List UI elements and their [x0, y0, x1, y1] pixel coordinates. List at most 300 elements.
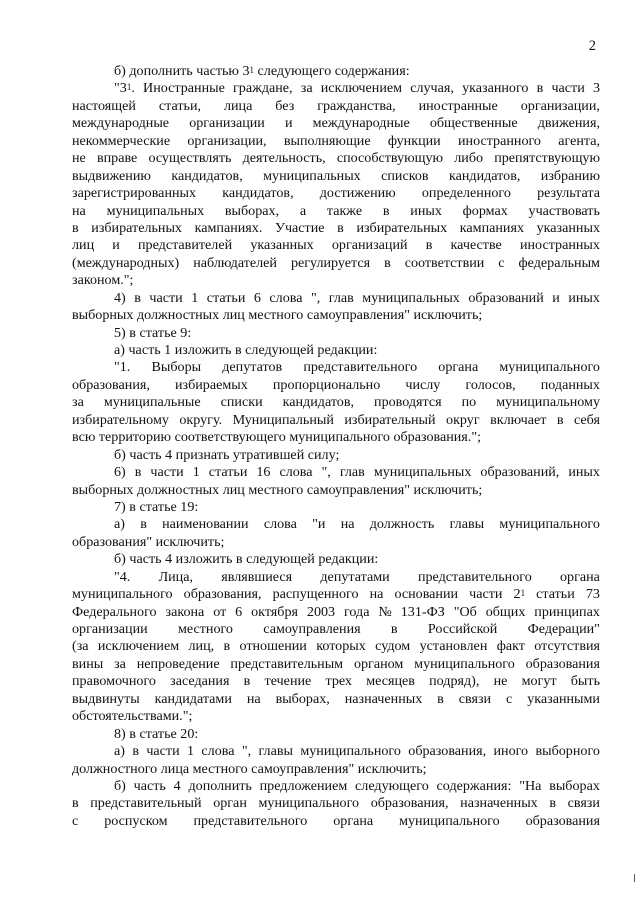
- text-line: [72, 569, 600, 586]
- word: выдвижению: [72, 167, 151, 184]
- word: Федерации": [527, 621, 600, 637]
- word: и: [552, 289, 560, 306]
- word: правомочного: [72, 673, 156, 690]
- word: на: [369, 586, 384, 603]
- word: избирательному: [72, 411, 169, 428]
- word: 1: [191, 289, 199, 306]
- text-line: [72, 394, 600, 411]
- word: части: [149, 289, 183, 306]
- word: могут: [521, 673, 557, 690]
- word: октября: [251, 603, 298, 620]
- word: за: [72, 394, 84, 411]
- word: муниципального: [399, 812, 500, 829]
- word: округу.: [179, 411, 223, 428]
- word: муниципальному: [496, 394, 600, 411]
- word: результата: [537, 185, 600, 202]
- word: самоуправления: [263, 621, 361, 637]
- word: глав: [339, 464, 365, 481]
- word: в: [337, 219, 344, 236]
- text-line: [72, 185, 600, 202]
- word: округ: [446, 411, 480, 428]
- word: гражданства,: [317, 97, 396, 114]
- word: кандидатами: [154, 690, 232, 707]
- word: иного: [493, 743, 529, 760]
- word: проводятся: [374, 394, 442, 411]
- word: выборного: [535, 743, 600, 760]
- word: с: [498, 254, 505, 271]
- word: назначенных: [460, 795, 538, 812]
- line-text: всю территорию соответствующего муниципального образования.";: [72, 429, 481, 446]
- word: ",: [310, 289, 321, 306]
- word: образований,: [480, 464, 560, 481]
- word: деятельность,: [242, 150, 326, 167]
- word: зарегистрированных: [72, 185, 197, 202]
- page-number: 2: [588, 38, 596, 54]
- word: "На: [519, 777, 542, 794]
- word: 131-ФЗ: [400, 603, 445, 620]
- word: года: [343, 603, 370, 620]
- line-text: выборных должностных лиц местного самоуправления" исключить;: [72, 307, 483, 324]
- word: в: [243, 673, 251, 690]
- word: представительным: [230, 655, 344, 672]
- word: а): [114, 743, 125, 760]
- text-line: [72, 761, 600, 778]
- word: органа: [560, 568, 600, 585]
- word: формах: [462, 202, 508, 219]
- word: в: [72, 795, 79, 812]
- superscript: 1: [520, 588, 526, 599]
- word: за: [114, 655, 126, 672]
- word: лиц: [72, 237, 95, 254]
- word: статьи: [206, 289, 246, 306]
- word: в: [384, 254, 391, 271]
- word: выполняющие: [283, 132, 371, 149]
- word: 16: [256, 464, 271, 481]
- text-line: [72, 150, 600, 167]
- word: 1: [187, 743, 195, 760]
- word: иных: [568, 289, 600, 306]
- word: в: [390, 621, 398, 637]
- line-text: б) часть 4 изложить в следующей редакции:: [114, 551, 379, 568]
- text-line: [72, 464, 600, 481]
- word: муниципальных: [362, 289, 460, 306]
- word: 1: [192, 464, 200, 481]
- line-text: законом.";: [72, 272, 134, 289]
- text-line: [72, 708, 600, 725]
- text-line: [72, 342, 600, 359]
- text-line: [72, 203, 600, 220]
- word: за: [300, 80, 313, 97]
- line-text: выборных должностных лиц местного самоуправления" исключить;: [72, 481, 483, 498]
- word: образования,: [72, 376, 150, 393]
- word: в: [72, 219, 79, 236]
- word: заседания: [170, 673, 230, 690]
- word: организации,: [187, 132, 267, 149]
- word: факт: [496, 638, 525, 655]
- word: главы: [449, 516, 485, 533]
- word: участвовать: [528, 202, 600, 219]
- word: соответствии: [404, 254, 485, 271]
- word: выборах: [549, 777, 600, 794]
- word: кандидатов,: [222, 185, 294, 202]
- text-line: [72, 795, 600, 812]
- word: в: [223, 638, 231, 655]
- word: орган: [213, 795, 247, 812]
- line-text: б) дополнить частью 3: [114, 63, 250, 79]
- word: трех: [325, 673, 352, 690]
- word: (за: [72, 638, 89, 655]
- word: "1.: [114, 359, 131, 376]
- text-line: [72, 482, 600, 499]
- word: муниципальных: [106, 202, 205, 219]
- word: указанными: [527, 690, 600, 707]
- word: Участие: [274, 219, 325, 236]
- word: $2^1$: [513, 586, 526, 603]
- word: избирательных: [356, 219, 448, 236]
- word: б): [114, 777, 126, 794]
- word: указанного: [462, 80, 529, 97]
- word: Выборы: [151, 359, 202, 376]
- word: часть: [133, 777, 166, 794]
- word: предложением: [259, 777, 348, 794]
- text-line: [72, 115, 600, 132]
- word: наблюдателей: [193, 254, 277, 271]
- text-line: [72, 778, 600, 795]
- word: течение: [264, 673, 312, 690]
- word: выборах,: [224, 202, 280, 219]
- word: настоящей: [72, 97, 136, 114]
- word: иностранных: [519, 237, 600, 254]
- word: регулируется: [290, 254, 371, 271]
- word: наименовании: [162, 516, 249, 533]
- scan-margin-mark: [634, 874, 638, 882]
- text-line: [72, 726, 600, 743]
- word: глав: [328, 289, 354, 306]
- word: кампаниях: [459, 219, 524, 236]
- word: кандидатов,: [171, 167, 243, 184]
- text-line: [72, 516, 600, 533]
- text-line: [72, 638, 600, 655]
- word: статьи,: [158, 97, 202, 114]
- text-line: [72, 429, 600, 446]
- word: роспуском: [104, 812, 168, 829]
- word: "$3^1$.: [114, 80, 135, 97]
- word: содержания:: [436, 777, 512, 794]
- word: избираемых: [174, 376, 248, 393]
- word: на: [72, 202, 86, 219]
- word: определенного: [421, 185, 511, 202]
- word: исключением: [320, 80, 403, 97]
- word: Федерального: [72, 603, 157, 620]
- line-text: 7) в статье 19:: [114, 498, 199, 515]
- word: случая,: [410, 80, 454, 97]
- word: 4): [114, 289, 126, 306]
- word: представительного: [193, 812, 308, 829]
- word: части: [146, 743, 180, 760]
- word: распущенного: [272, 586, 359, 603]
- text-line: [72, 63, 600, 80]
- word: организации: [189, 115, 265, 132]
- word: муниципального: [72, 586, 173, 603]
- word: по: [461, 394, 477, 411]
- text-line: [72, 551, 600, 568]
- word: иных: [568, 464, 600, 481]
- word: от: [213, 603, 227, 620]
- word: муниципальные: [103, 394, 201, 411]
- text-line: [72, 673, 600, 690]
- word: избранию: [540, 167, 600, 184]
- word: иностранного: [457, 132, 541, 149]
- word: а): [114, 516, 125, 533]
- word: в: [134, 464, 142, 481]
- word: числу: [405, 376, 441, 393]
- word: №: [378, 603, 392, 620]
- line-text: 8) в статье 20:: [114, 725, 199, 742]
- word: кандидатов,: [282, 394, 355, 411]
- word: организации: [72, 621, 148, 637]
- word: связи: [458, 690, 492, 707]
- word: (международных): [72, 254, 180, 271]
- word: образования: [525, 655, 600, 672]
- word: ",: [241, 743, 252, 760]
- text-line: [72, 499, 600, 516]
- word: слова: [201, 743, 235, 760]
- word: 73: [585, 586, 600, 603]
- word: не: [72, 150, 86, 167]
- line-text: 5) в статье 9:: [114, 324, 192, 341]
- word: муниципальных: [263, 167, 361, 184]
- word: слова: [263, 516, 297, 533]
- word: судом: [375, 638, 411, 655]
- word: в: [549, 795, 556, 812]
- word: непроведение: [136, 655, 220, 672]
- text-line: [72, 604, 600, 621]
- line-text: обстоятельствами.";: [72, 708, 193, 725]
- word: также: [326, 202, 363, 219]
- word: отсутствия: [534, 638, 600, 655]
- word: представительного: [417, 568, 532, 585]
- word: вины: [72, 655, 104, 672]
- document-body: [72, 63, 600, 830]
- word: иных: [410, 202, 442, 219]
- word: в: [437, 690, 444, 707]
- word: лица: [223, 97, 253, 114]
- word: кампаниях.: [194, 219, 263, 236]
- word: исключением: [97, 638, 180, 655]
- text-line: [72, 237, 600, 254]
- word: 6): [114, 464, 126, 481]
- text-line: [72, 307, 600, 324]
- word: иностранные: [418, 97, 498, 114]
- word: а: [299, 202, 307, 219]
- text-line: [72, 534, 600, 551]
- word: которых: [316, 638, 366, 655]
- word: включает: [490, 411, 547, 428]
- word: международные: [72, 115, 170, 132]
- word: вправе: [96, 150, 138, 167]
- word: муниципального: [499, 359, 600, 376]
- word: основании: [394, 586, 459, 603]
- word: организации,: [520, 97, 600, 114]
- word: части: [551, 80, 585, 97]
- word: и: [284, 115, 293, 132]
- word: выдвинуты: [72, 690, 140, 707]
- word: органом: [353, 655, 404, 672]
- word: части: [150, 464, 184, 481]
- word: месяцев: [366, 673, 415, 690]
- word: представительного: [303, 359, 418, 376]
- word: слова: [269, 289, 303, 306]
- word: части: [469, 586, 503, 603]
- word: в: [140, 516, 147, 533]
- word: депутатами: [320, 568, 390, 585]
- word: муниципального: [499, 516, 600, 533]
- word: статьи: [208, 464, 248, 481]
- word: агента,: [558, 132, 600, 149]
- word: дополнить: [188, 777, 252, 794]
- word: закона: [165, 603, 205, 620]
- word: отношении: [239, 638, 307, 655]
- word: "Об: [453, 603, 477, 620]
- line-text: образования" исключить;: [72, 533, 225, 550]
- word: 6: [253, 289, 261, 306]
- superscript: 1: [126, 82, 132, 93]
- word: 2003: [306, 603, 336, 620]
- superscript: 1: [249, 65, 255, 75]
- word: некоммерческие: [72, 132, 171, 149]
- word: выборах,: [275, 690, 330, 707]
- text-line: [72, 255, 600, 272]
- word: являвшиеся: [221, 568, 293, 585]
- word: с: [506, 690, 513, 707]
- word: не: [493, 673, 508, 690]
- word: избирательный: [344, 411, 436, 428]
- text-line: [72, 691, 600, 708]
- word: списки: [220, 394, 263, 411]
- word: избирательных: [91, 219, 182, 236]
- word: с: [72, 812, 79, 829]
- word: 6: [235, 603, 243, 620]
- word: в: [134, 289, 141, 306]
- word: образования: [525, 812, 600, 829]
- word: качестве: [450, 237, 502, 254]
- text-line: [72, 359, 600, 376]
- word: осуществлять: [148, 150, 232, 167]
- line-text-tail: следующего содержания:: [254, 63, 410, 79]
- word: назначенных: [344, 690, 423, 707]
- word: быть: [570, 673, 600, 690]
- text-line: [72, 586, 600, 603]
- word: Российской: [427, 621, 498, 637]
- word: международные: [312, 115, 410, 132]
- word: голосов,: [465, 376, 516, 393]
- word: достижению: [319, 185, 396, 202]
- word: на: [246, 690, 261, 707]
- text-line: [72, 80, 600, 97]
- word: следующего: [355, 777, 429, 794]
- word: кандидатов,: [448, 167, 521, 184]
- word: препятствующую: [494, 150, 600, 167]
- word: "4.: [114, 568, 131, 585]
- word: в: [382, 202, 390, 219]
- word: в: [132, 743, 139, 760]
- word: муниципального: [258, 795, 360, 812]
- word: депутатов: [222, 359, 283, 376]
- text-line: [72, 220, 600, 237]
- word: граждане,: [233, 80, 293, 97]
- line-text: б) часть 4 признать утратившей силу;: [114, 446, 340, 463]
- word: местного: [177, 621, 233, 637]
- word: поданных: [540, 376, 600, 393]
- word: общественные: [429, 115, 518, 132]
- word: общих: [485, 603, 526, 620]
- word: образования,: [370, 795, 449, 812]
- word: себя: [573, 411, 600, 428]
- word: связи: [567, 795, 600, 812]
- text-line: [72, 447, 600, 464]
- word: ",: [321, 464, 331, 481]
- text-line: [72, 98, 600, 115]
- word: указанных: [536, 219, 600, 236]
- word: принципах: [534, 603, 600, 620]
- line-text: а) часть 1 изложить в следующей редакции:: [114, 342, 378, 358]
- word: в: [556, 411, 564, 428]
- word: образования,: [183, 586, 262, 603]
- word: представительный: [90, 795, 202, 812]
- word: без: [275, 97, 295, 114]
- word: способствующую: [336, 150, 444, 167]
- word: образований: [468, 289, 544, 306]
- word: в: [425, 237, 433, 254]
- word: Иностранные: [143, 80, 225, 97]
- word: представителей: [138, 237, 233, 254]
- text-line: [72, 325, 600, 342]
- word: муниципального: [414, 655, 515, 672]
- word: 4: [173, 777, 181, 794]
- text-line: [72, 290, 600, 307]
- word: подряд),: [429, 673, 480, 690]
- text-line: [72, 168, 600, 185]
- word: муниципальных: [373, 464, 472, 481]
- word: Муниципальный: [232, 411, 334, 428]
- word: образования,: [408, 743, 487, 760]
- word: списков: [381, 167, 429, 184]
- text-line: [72, 412, 600, 429]
- word: Лица,: [158, 568, 194, 585]
- text-line: [72, 813, 600, 830]
- word: либо: [454, 150, 484, 167]
- word: "и: [312, 516, 326, 533]
- word: органа: [438, 359, 479, 376]
- word: указанных: [250, 237, 314, 254]
- text-line: [72, 656, 600, 673]
- word: главы: [258, 743, 293, 760]
- word: должность: [369, 516, 435, 533]
- word: в: [536, 80, 544, 97]
- word: движения,: [537, 115, 600, 132]
- text-line: [72, 133, 600, 150]
- text-line: [72, 377, 600, 394]
- word: установлен: [419, 638, 488, 655]
- text-line: [72, 743, 600, 760]
- text-line: [72, 272, 600, 289]
- word: организаций: [331, 237, 408, 254]
- word: статьи: [536, 586, 575, 603]
- word: лиц,: [188, 638, 215, 655]
- word: и: [112, 237, 120, 254]
- word: органа: [333, 812, 374, 829]
- word: слова: [279, 464, 313, 481]
